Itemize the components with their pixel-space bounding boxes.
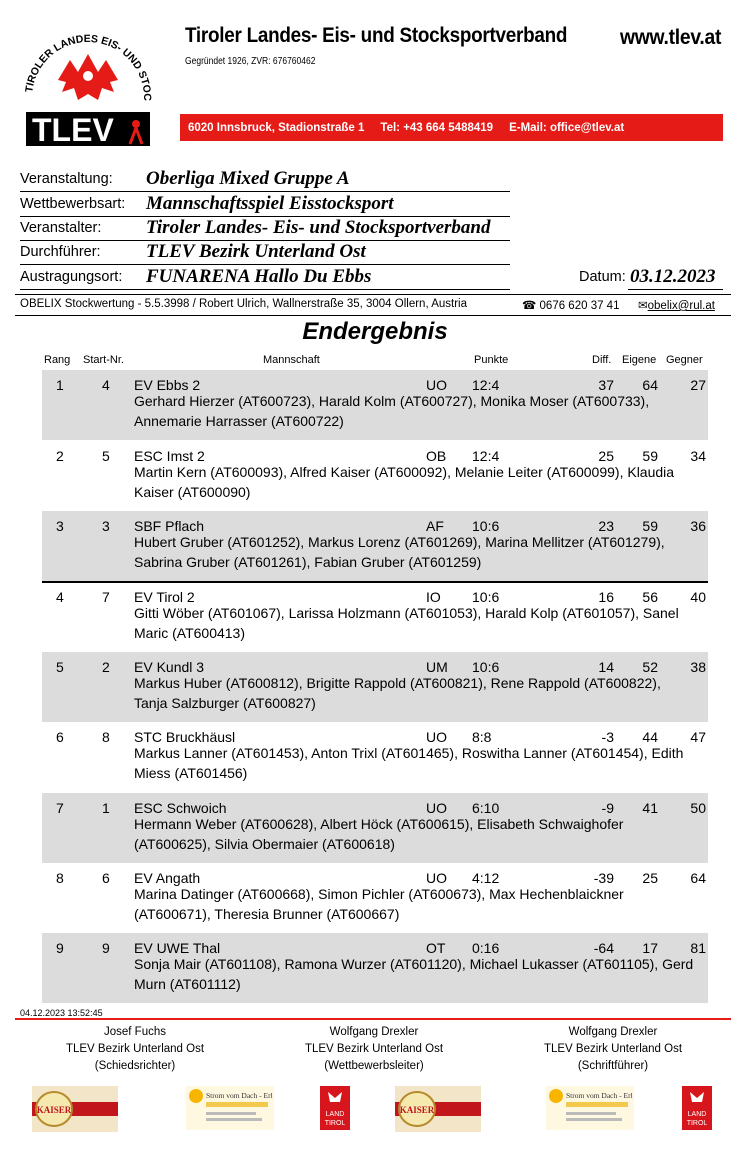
rank: 4 xyxy=(56,589,64,605)
points: 12:4 xyxy=(472,377,500,393)
col-diff: Diff. xyxy=(592,354,612,366)
col-rank: Rang xyxy=(44,354,71,366)
diff: 25 xyxy=(598,448,614,464)
own-score: 41 xyxy=(642,800,658,816)
software-credit: OBELIX Stockwertung - 5.5.3998 / Robert Ulrich, Wallnerstraße 35, 3004 Ollern, Austria xyxy=(20,298,468,310)
team-members: Gerhard Hierzer (AT600723), Harald Kolm (AT600727), Monika Moser (AT600733), Annemarie Harrasser (AT600722) xyxy=(134,393,650,429)
points: 0:16 xyxy=(472,940,500,956)
points: 10:6 xyxy=(472,589,500,605)
website-link[interactable]: www.tlev.at xyxy=(620,26,722,49)
divider xyxy=(15,315,731,316)
own-score: 64 xyxy=(642,377,658,393)
diff: -3 xyxy=(601,729,614,745)
rank: 8 xyxy=(56,870,64,886)
divider xyxy=(20,289,510,290)
svg-text:TIROL: TIROL xyxy=(686,1120,708,1127)
rank: 9 xyxy=(56,940,64,956)
own-score: 56 xyxy=(642,589,658,605)
result-row xyxy=(42,793,708,863)
results-title: Endergebnis xyxy=(302,318,448,345)
software-phone: ☎ 0676 620 37 41 xyxy=(522,300,620,312)
info-value: FUNARENA Hallo Du Ebbs xyxy=(146,266,372,287)
signature-role: (Schiedsrichter) xyxy=(94,1060,176,1072)
opp-score: 27 xyxy=(690,377,706,393)
own-score: 25 xyxy=(642,870,658,886)
org-name: Tiroler Landes- Eis- und Stocksportverband xyxy=(185,24,568,47)
signature-name: Josef Fuchs xyxy=(104,1026,166,1038)
date-value: 03.12.2023 xyxy=(630,266,716,287)
points: 10:6 xyxy=(472,518,500,534)
diff: -39 xyxy=(593,870,614,886)
svg-text:KAISER: KAISER xyxy=(36,1105,72,1115)
address: 6020 Innsbruck, Stadionstraße 1 xyxy=(188,121,365,134)
signature-referee xyxy=(15,1024,255,1075)
sponsor-land-tirol-logo xyxy=(320,1086,350,1130)
diff: 23 xyxy=(598,518,614,534)
info-value: Mannschaftsspiel Eisstocksport xyxy=(146,193,394,214)
print-timestamp: 04.12.2023 13:52:45 xyxy=(20,1008,103,1018)
opp-score: 38 xyxy=(690,659,706,675)
mail-icon: ✉ xyxy=(638,300,648,312)
col-own: Eigene xyxy=(622,354,657,366)
region: UM xyxy=(426,659,448,675)
svg-text:TIROL: TIROL xyxy=(324,1120,346,1127)
region: OB xyxy=(426,448,447,464)
founded-info: Gegründet 1926, ZVR: 676760462 xyxy=(185,56,316,67)
opp-score: 47 xyxy=(690,729,706,745)
info-value: Oberliga Mixed Gruppe A xyxy=(146,168,350,189)
signature-name: Wolfgang Drexler xyxy=(329,1026,419,1038)
own-score: 52 xyxy=(642,659,658,675)
result-row xyxy=(42,863,708,933)
col-start: Start-Nr. xyxy=(83,354,124,366)
svg-text:Strom vom Dach - Erl: Strom vom Dach - Erl xyxy=(566,1091,633,1100)
result-row xyxy=(42,933,708,1003)
signature-name: Wolfgang Drexler xyxy=(568,1026,658,1038)
svg-text:KAISER: KAISER xyxy=(399,1105,435,1115)
signature-org: TLEV Bezirk Unterland Ost xyxy=(543,1043,683,1055)
info-row-executor xyxy=(20,241,730,265)
own-score: 44 xyxy=(642,729,658,745)
opp-score: 34 xyxy=(690,448,706,464)
signature-org: TLEV Bezirk Unterland Ost xyxy=(65,1043,205,1055)
own-score: 17 xyxy=(642,940,658,956)
start-number: 2 xyxy=(102,659,110,675)
info-label: Veranstaltung: xyxy=(20,171,113,187)
rank: 6 xyxy=(56,729,64,745)
region: IO xyxy=(426,589,441,605)
region: AF xyxy=(426,518,444,534)
start-number: 8 xyxy=(102,729,110,745)
team-members: Hermann Weber (AT600628), Albert Höck (AT600615), Elisabeth Schwaighofer (AT600625), Silvia Obermaier (AT600618) xyxy=(134,816,624,852)
start-number: 9 xyxy=(102,940,110,956)
opp-score: 64 xyxy=(690,870,706,886)
start-number: 1 xyxy=(102,800,110,816)
start-number: 6 xyxy=(102,870,110,886)
signature-org: TLEV Bezirk Unterland Ost xyxy=(304,1043,444,1055)
region: UO xyxy=(426,870,447,886)
team-members: Marina Datinger (AT600668), Simon Pichler (AT600673), Max Hechenblaickner (AT600671), Theresia Brunner (AT600667) xyxy=(134,886,624,922)
sponsor-kaiser-logo xyxy=(395,1086,481,1132)
diff: 37 xyxy=(598,377,614,393)
team-members: Sonja Mair (AT601108), Ramona Wurzer (AT601120), Michael Lukasser (AT601105), Gerd Murn (AT601112) xyxy=(134,956,694,992)
points: 8:8 xyxy=(472,729,492,745)
svg-text:LAND: LAND xyxy=(687,1111,707,1118)
result-row xyxy=(42,722,708,792)
info-label: Durchführer: xyxy=(20,244,101,260)
start-number: 4 xyxy=(102,377,110,393)
points: 4:12 xyxy=(472,870,500,886)
team-members: Hubert Gruber (AT601252), Markus Lorenz (AT601269), Marina Mellitzer (AT601279), Sabrina Gruber (AT601261), Fabian Gruber (AT601259) xyxy=(134,534,665,570)
diff: -64 xyxy=(593,940,614,956)
opp-score: 81 xyxy=(690,940,706,956)
header-phone: Tel: +43 664 5488419 xyxy=(380,121,494,134)
team-name: EV Ebbs 2 xyxy=(134,377,201,393)
divider xyxy=(628,289,723,290)
signature-competition-lead xyxy=(254,1024,494,1075)
info-label: Austragungsort: xyxy=(20,269,123,285)
result-row xyxy=(42,582,708,652)
signature-role: (Schriftführer) xyxy=(577,1060,649,1072)
team-members: Martin Kern (AT600093), Alfred Kaiser (AT600092), Melanie Leiter (AT600099), Klaudia Kaiser (AT600090) xyxy=(134,464,675,500)
signature-role: (Wettbewerbsleiter) xyxy=(324,1060,424,1072)
team-name: STC Bruckhäusl xyxy=(134,729,236,745)
opp-score: 50 xyxy=(690,800,706,816)
team-members: Markus Lanner (AT601453), Anton Trixl (AT601465), Roswitha Lanner (AT601454), Edith Miess (AT601456) xyxy=(134,745,684,781)
rank: 1 xyxy=(56,377,64,393)
team-members: Markus Huber (AT600812), Brigitte Rappold (AT600821), Rene Rappold (AT600822), Tanja Salzburger (AT600827) xyxy=(134,675,661,711)
tlev-logo xyxy=(18,20,158,148)
rank: 7 xyxy=(56,800,64,816)
region: UO xyxy=(426,729,447,745)
date-label: Datum: xyxy=(579,269,626,285)
svg-text:Strom vom Dach - Erl: Strom vom Dach - Erl xyxy=(206,1091,273,1100)
team-name: EV Kundl 3 xyxy=(134,659,205,675)
team-name: EV UWE Thal xyxy=(134,940,221,956)
svg-text:LAND: LAND xyxy=(325,1111,345,1118)
sponsor-strom-logo xyxy=(186,1086,274,1130)
info-row-type xyxy=(20,193,730,217)
own-score: 59 xyxy=(642,518,658,534)
col-opp: Gegner xyxy=(666,354,703,366)
divider xyxy=(20,191,510,192)
opp-score: 36 xyxy=(690,518,706,534)
header-email[interactable]: E-Mail: office@tlev.at xyxy=(509,121,625,134)
points: 10:6 xyxy=(472,659,500,675)
rank: 2 xyxy=(56,448,64,464)
divider xyxy=(20,264,510,265)
rank: 5 xyxy=(56,659,64,675)
divider xyxy=(15,294,731,295)
info-value: TLEV Bezirk Unterland Ost xyxy=(146,241,366,262)
logo-letters: TLEV xyxy=(32,112,114,148)
team-name: ESC Schwoich xyxy=(134,800,227,816)
points: 12:4 xyxy=(472,448,500,464)
team-name: SBF Pflach xyxy=(134,518,205,534)
info-value: Tiroler Landes- Eis- und Stocksportverband xyxy=(146,217,491,238)
start-number: 5 xyxy=(102,448,110,464)
info-row-organizer xyxy=(20,217,730,241)
points: 6:10 xyxy=(472,800,500,816)
result-row xyxy=(42,370,708,440)
software-email[interactable]: obelix@rul.at xyxy=(647,300,715,312)
team-members: Gitti Wöber (AT601067), Larissa Holzmann (AT601053), Harald Kolp (AT601057), Sanel Maric (AT600413) xyxy=(134,605,679,641)
diff: 14 xyxy=(598,659,614,675)
col-team: Mannschaft xyxy=(263,354,320,366)
sponsor-land-tirol-logo xyxy=(682,1086,712,1130)
region: UO xyxy=(426,800,447,816)
team-name: ESC Imst 2 xyxy=(134,448,205,464)
result-row xyxy=(42,652,708,722)
info-label: Veranstalter: xyxy=(20,220,102,236)
team-name: EV Angath xyxy=(134,870,201,886)
info-label: Wettbewerbsart: xyxy=(20,196,126,212)
start-number: 7 xyxy=(102,589,110,605)
result-row xyxy=(42,511,708,581)
own-score: 59 xyxy=(642,448,658,464)
opp-score: 40 xyxy=(690,589,706,605)
software-email-wrap[interactable] xyxy=(638,298,715,312)
region: OT xyxy=(426,940,446,956)
sponsor-strom-logo xyxy=(546,1086,634,1130)
sponsor-kaiser-logo xyxy=(32,1086,118,1132)
start-number: 3 xyxy=(102,518,110,534)
info-row-event xyxy=(20,168,730,192)
phone-icon: ☎ xyxy=(522,300,540,312)
region: UO xyxy=(426,377,447,393)
team-name: EV Tirol 2 xyxy=(134,589,195,605)
signature-secretary xyxy=(493,1024,733,1075)
rank: 3 xyxy=(56,518,64,534)
diff: -9 xyxy=(601,800,614,816)
diff: 16 xyxy=(598,589,614,605)
result-row xyxy=(42,441,708,511)
logo-ring-text: TIROLER LANDES EIS- UND STOC xyxy=(23,32,154,102)
col-points: Punkte xyxy=(474,354,509,366)
footer-divider xyxy=(15,1018,731,1020)
contact-bar xyxy=(180,114,723,141)
